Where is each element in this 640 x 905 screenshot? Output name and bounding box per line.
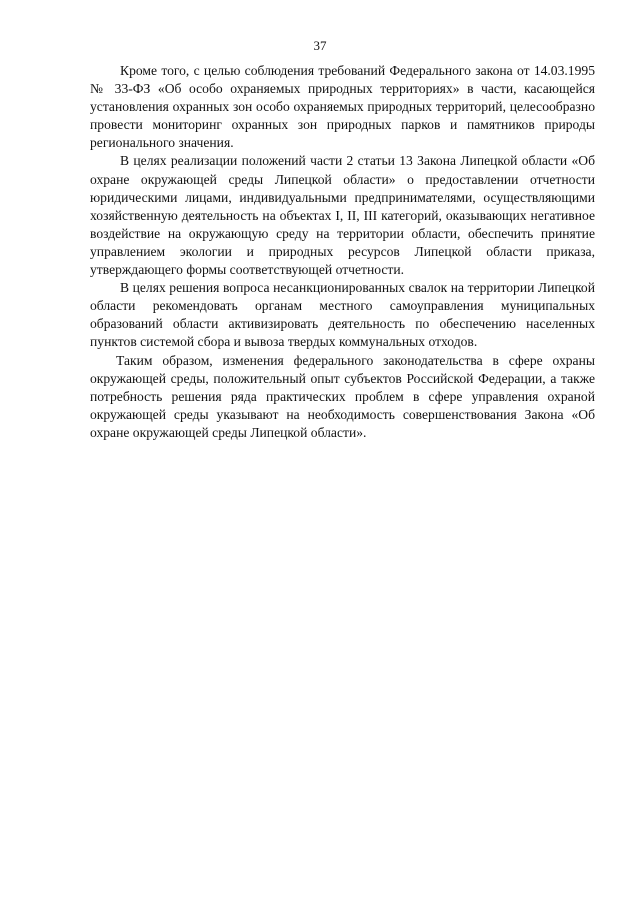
document-body	[90, 62, 595, 442]
paragraph-3: В целях решения вопроса несанкционированных свалок на территории Липецкой области рекомендовать органам местного самоуправления муниципальных образований области активизировать деятельность по обеспечению населенных пунктов системой сбора и вывоза твердых коммунальных отходов.	[90, 280, 595, 350]
paragraph-2: В целях реализации положений части 2 статьи 13 Закона Липецкой области «Об охране окружающей среды Липецкой области» о предоставлении отчетности юридическими лицами, индивидуальными предпринимателями, осуществляющими хозяйственную деятельность на объектах I, II, III категорий, оказывающих негативное воздействие на окружающую среду на территории области, обеспечить принятие управлением экологии и природных ресурсов Липецкой области приказа, утверждающего формы соответствующей отчетности.	[90, 153, 595, 278]
page-number: 37	[313, 38, 327, 53]
paragraph-1: Кроме того, с целью соблюдения требований Федерального закона от 14.03.1995 № 33-ФЗ «Об особо охраняемых природных территориях» в части, касающейся установления охранных зон особо охраняемых природных территорий, целесообразно провести мониторинг охранных зон природных парков и памятников природы регионального значения.	[90, 63, 595, 151]
paragraph-4: Таким образом, изменения федерального законодательства в сфере охраны окружающей среды, положительный опыт субъектов Российской Федерации, а также потребность решения ряда практических проблем в сфере управления охраной окружающей среды указывают на необходимость совершенствования Закона «Об охране окружающей среды Липецкой области».	[90, 352, 595, 440]
